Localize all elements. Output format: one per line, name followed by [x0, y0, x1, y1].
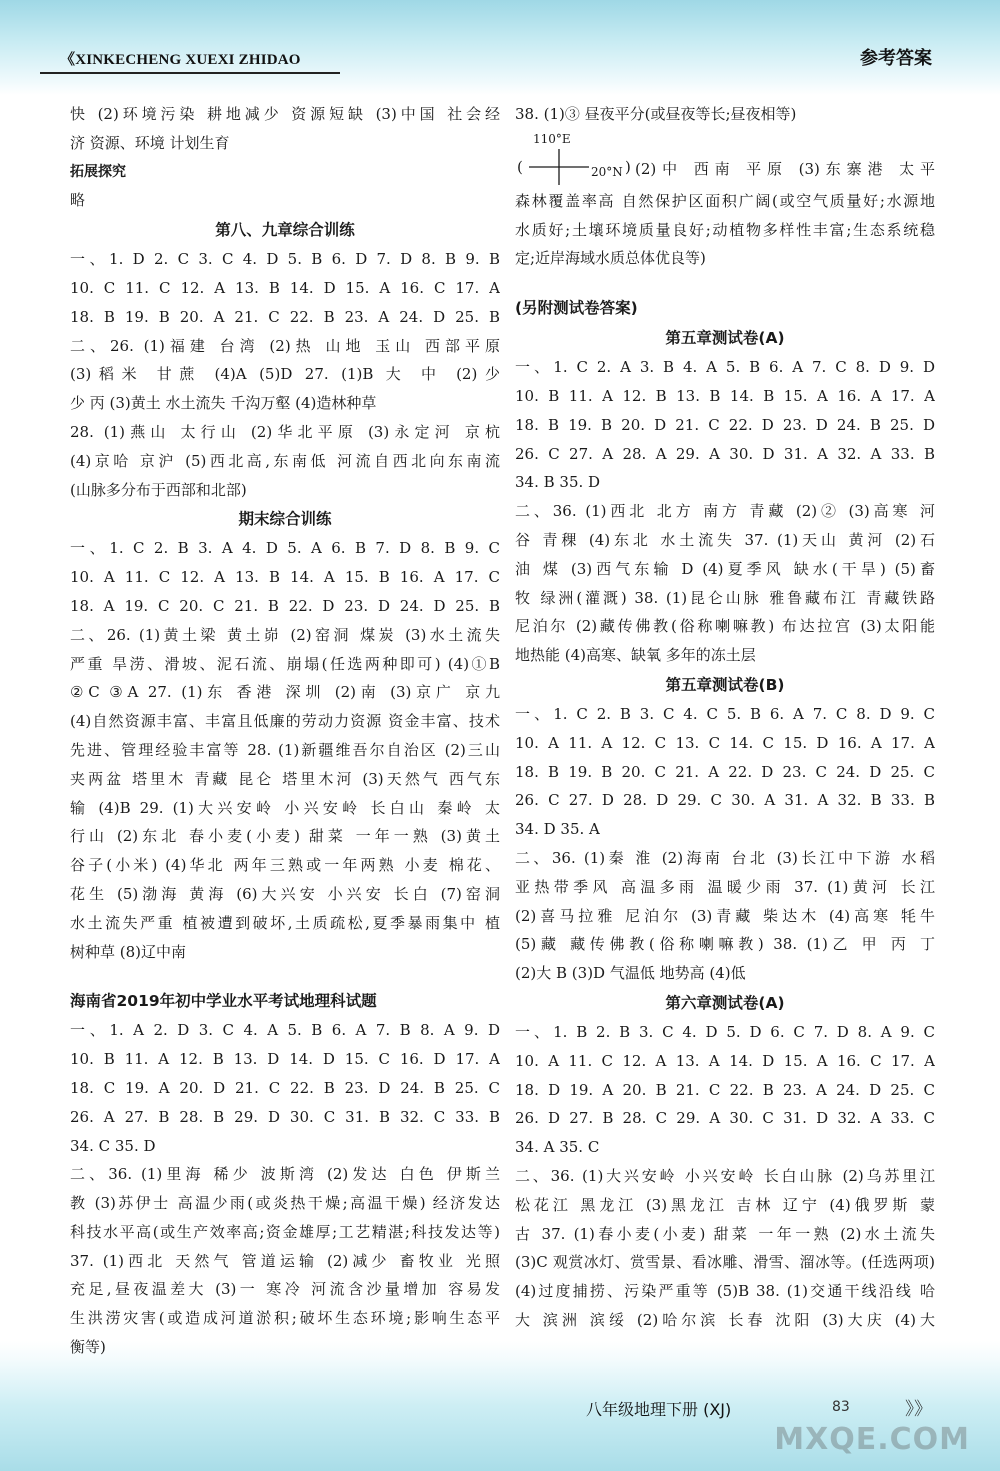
answer-line: 18. C 19. A 20. D 21. C 22. B 23. D 24. B 25. C	[70, 1078, 500, 1097]
answer-line: 谷 青稞 (4)东北 水土流失 37. (1)天山 黄河 (2)石	[515, 530, 935, 549]
answer-line: 教 (3)苏伊士 高温少雨(或炎热干燥;高温干燥) 经济发达	[70, 1194, 500, 1213]
answer-line: 二、26. (1)黄土梁 黄土峁 (2)窑洞 煤炭 (3)水土流失	[70, 625, 500, 644]
coordinate-diagram	[515, 129, 633, 187]
extension-text: 略	[70, 191, 86, 210]
latitude-label: 20°N	[591, 164, 623, 179]
attached-title: (另附测试卷答案)	[515, 299, 638, 318]
answer-line: 森林覆盖率高 自然保护区面积广阔(或空气质量好;水源地	[515, 191, 935, 210]
answer-line: 一、1. A 2. D 3. C 4. A 5. B 6. A 7. B 8. A 9. D	[70, 1021, 500, 1040]
answer-line: 26. A 27. B 28. B 29. D 30. C 31. B 32. C 33. B	[70, 1107, 500, 1126]
answer-line: (2)喜马拉雅 尼泊尔 (3)青藏 柴达木 (4)高寒 牦牛	[515, 906, 935, 925]
answer-line: 34. A 35. C	[515, 1138, 600, 1157]
answer-line: (5)藏 藏传佛教(俗称喇嘛教) 38. (1)乙 甲 丙 丁	[515, 935, 935, 954]
footer-grade-label: 八年级地理下册 (XJ)	[586, 1400, 732, 1419]
section-heading: 第五章测试卷(B)	[665, 675, 785, 694]
answer-line: 38. (1)③ 昼夜平分(或昼夜等长;昼夜相等)	[515, 105, 797, 123]
answer-line: 26. D 27. B 28. C 29. A 30. C 31. D 32. A 33. C	[515, 1109, 935, 1128]
answer-line: 二、26. (1)福建 台湾 (2)热 山地 玉山 西部平原	[70, 336, 500, 355]
answer-line: 26. C 27. A 28. A 29. A 30. D 31. A 32. A 33. B	[515, 444, 935, 463]
answer-line: 26. C 27. D 28. D 29. C 30. A 31. A 32. B 33. B	[515, 791, 935, 810]
page-header	[40, 44, 940, 78]
answer-line: 树种草 (8)辽中南	[70, 942, 187, 961]
answer-line: 尼泊尔 (2)藏传佛教(俗称喇嘛教) 布达拉宫 (3)太阳能	[515, 617, 935, 636]
answer-line: 亚热带季风 高温多雨 温暖少雨 37. (1)黄河 长江	[515, 877, 935, 896]
section-heading: 海南省2019年初中学业水平考试地理科试题	[70, 992, 377, 1011]
section-heading: 第六章测试卷(A)	[665, 993, 785, 1012]
watermark: MXQE.COM	[774, 1422, 970, 1457]
answer-line: 18. D 19. A 20. B 21. C 22. B 23. A 24. D 25. C	[515, 1080, 935, 1099]
answer-line: (2)大 B (3)D 气温低 地势高 (4)低	[515, 964, 746, 983]
answer-line: (3)稻米 甘蔗 (4)A (5)D 27. (1)B 大 中 (2)少	[70, 365, 500, 384]
answer-line: 10. C 11. C 12. A 13. B 14. D 15. A 16. C 17. A	[70, 278, 500, 297]
answer-line: 二、36. (1)西北 北方 南方 青藏 (2)② (3)高寒 河	[515, 502, 935, 521]
answer-line: 充足,昼夜温差大 (3)一 寒冷 河流含沙量增加 容易发	[70, 1280, 500, 1299]
answer-line: 花生 (5)渤海 黄海 (6)大兴安 小兴安 长白 (7)窑洞	[70, 884, 500, 903]
answer-line: 输 (4)B 29. (1)大兴安岭 小兴安岭 长白山 秦岭 太	[70, 798, 500, 817]
answer-line: 松花江 黑龙江 (3)黑龙江 吉林 辽宁 (4)俄罗斯 蒙	[515, 1195, 935, 1214]
answer-line: 10. B 11. A 12. B 13. D 14. D 15. C 16. D 17. A	[70, 1050, 500, 1069]
page-number: 83	[832, 1399, 850, 1415]
answer-line: 34. D 35. A	[515, 820, 600, 839]
text-line: 济 资源、环境 计划生育	[70, 133, 230, 152]
answer-line: (4)京哈 京沪 (5)西北高,东南低 河流自西北向东南流	[70, 451, 500, 470]
text-line: 快 (2)环境污染 耕地减少 资源短缺 (3)中国 社会经	[70, 105, 500, 123]
left-column	[70, 100, 500, 1362]
answer-line: (4)自然资源丰富、丰富且低廉的劳动力资源 资金丰富、技术	[70, 712, 500, 731]
header-brand: 《XINKECHENG XUEXI ZHIDAO	[60, 52, 301, 68]
longitude-label: 110°E	[533, 131, 571, 146]
open-paren: (	[517, 157, 523, 176]
answer-line: ②C ③A 27. (1)东 香港 深圳 (2)南 (3)京广 京九	[70, 683, 500, 702]
answer-line: (2)中 西南 平原 (3)东寨港 太平	[635, 159, 935, 178]
answer-line: 古 37. (1)春小麦(小麦) 甜菜 一年一熟 (2)水土流失	[515, 1224, 935, 1243]
extension-label: 拓展探究	[70, 163, 126, 180]
answer-line: 二、36. (1)里海 稀少 波斯湾 (2)发达 白色 伊斯兰	[70, 1165, 500, 1184]
answer-line: 一、1. C 2. B 3. C 4. C 5. B 6. A 7. C 8. D 9. C	[515, 704, 935, 723]
answer-line: (4)过度捕捞、污染严重等 (5)B 38. (1)交通干线沿线 哈	[515, 1282, 935, 1301]
section-heading: 第五章测试卷(A)	[665, 329, 785, 348]
answer-line: 行山 (2)东北 春小麦(小麦) 甜菜 一年一熟 (3)黄土	[70, 827, 500, 846]
answer-line: 18. B 19. B 20. D 21. C 22. D 23. D 24. B 25. D	[515, 415, 935, 434]
answer-line: (3)C 观赏冰灯、赏雪景、看冰雕、滑雪、溜冰等。(任选两项)	[515, 1253, 935, 1272]
answer-line: 水质好;土壤环境质量良好;动植物多样性丰富;生态系统稳	[515, 220, 935, 239]
answer-line: 18. B 19. B 20. A 21. C 22. B 23. A 24. D 25. B	[70, 307, 500, 326]
answer-line: 28. (1)燕山 太行山 (2)华北平原 (3)永定河 京杭	[70, 422, 500, 441]
coordinate-diagram-row	[515, 129, 935, 187]
section-heading: 第八、九章综合训练	[215, 221, 355, 240]
answer-line: 二、36. (1)秦 淮 (2)海南 台北 (3)长江中下游 水稻	[515, 848, 935, 867]
right-column	[515, 100, 935, 1335]
answer-line: 生洪涝灾害(或造成河道淤积;破坏生态环境;影响生态平	[70, 1309, 500, 1328]
footer-arrows-icon: 》》	[905, 1399, 932, 1420]
answer-line: 先进、管理经验丰富等 28. (1)新疆维吾尔自治区 (2)三山	[70, 740, 500, 759]
answer-line: 18. A 19. C 20. C 21. B 22. D 23. D 24. D 25. B	[70, 596, 500, 615]
answer-line: 一、1. D 2. C 3. C 4. D 5. B 6. D 7. D 8. B 9. B	[70, 250, 500, 269]
answer-line: 10. A 11. C 12. A 13. B 14. A 15. B 16. A 17. C	[70, 568, 500, 587]
section-heading: 期末综合训练	[238, 510, 332, 529]
close-paren: )	[625, 157, 631, 176]
answer-line: 油 煤 (3)西气东输 D (4)夏季风 缺水(干旱) (5)畜	[515, 559, 935, 578]
answer-line: 少 丙 (3)黄土 水土流失 千沟万壑 (4)造林种草	[70, 394, 377, 413]
header-rule	[40, 72, 340, 74]
answer-line: 大 滨洲 滨绥 (2)哈尔滨 长春 沈阳 (3)大庆 (4)大	[515, 1310, 935, 1329]
answer-line: 37. (1)西北 天然气 管道运输 (2)减少 畜牧业 光照	[70, 1251, 500, 1270]
answer-line: 严重 旱涝、滑坡、泥石流、崩塌(任选两种即可) (4)①B	[70, 654, 500, 673]
section-title: 参考答案	[860, 48, 932, 69]
answer-line: 牧 绿洲(灌溉) 38. (1)昆仑山脉 雅鲁藏布江 青藏铁路	[515, 588, 935, 607]
answer-line: 18. B 19. B 20. C 21. A 22. D 23. C 24. D 25. C	[515, 762, 935, 781]
answer-line: 34. B 35. D	[515, 473, 601, 492]
answer-line: 谷子(小米) (4)华北 两年三熟或一年两熟 小麦 棉花、	[70, 856, 500, 875]
answer-line: 夹两盆 塔里木 青藏 昆仑 塔里木河 (3)天然气 西气东	[70, 769, 500, 788]
answer-line: 10. A 11. A 12. C 13. C 14. C 15. D 16. A 17. A	[515, 733, 935, 752]
answer-line: (山脉多分布于西部和北部)	[70, 480, 247, 499]
answer-line: 科技水平高(或生产效率高;资金雄厚;工艺精湛;科技发达等)	[70, 1222, 500, 1241]
answer-line: 二、36. (1)大兴安岭 小兴安岭 长白山脉 (2)乌苏里江	[515, 1166, 935, 1185]
answer-line: 水土流失严重 植被遭到破坏,土质疏松,夏季暴雨集中 植	[70, 913, 500, 932]
answer-line: 衡等)	[70, 1338, 106, 1357]
answer-line: 34. C 35. D	[70, 1136, 156, 1155]
answer-line: 一、1. B 2. B 3. C 4. D 5. D 6. C 7. D 8. A 9. C	[515, 1022, 935, 1041]
answer-line: 一、1. C 2. A 3. B 4. A 5. B 6. A 7. C 8. D 9. D	[515, 358, 935, 377]
answer-line: 10. A 11. C 12. A 13. A 14. D 15. A 16. C 17. A	[515, 1051, 935, 1070]
answer-line: 10. B 11. A 12. B 13. B 14. B 15. A 16. A 17. A	[515, 386, 935, 405]
answer-line: 地热能 (4)高寒、缺氧 多年的冻土层	[515, 646, 756, 665]
answer-line: 定;近岸海域水质总体优良等)	[515, 249, 706, 268]
answer-line: 一、1. C 2. B 3. A 4. D 5. A 6. B 7. D 8. B 9. C	[70, 539, 500, 558]
